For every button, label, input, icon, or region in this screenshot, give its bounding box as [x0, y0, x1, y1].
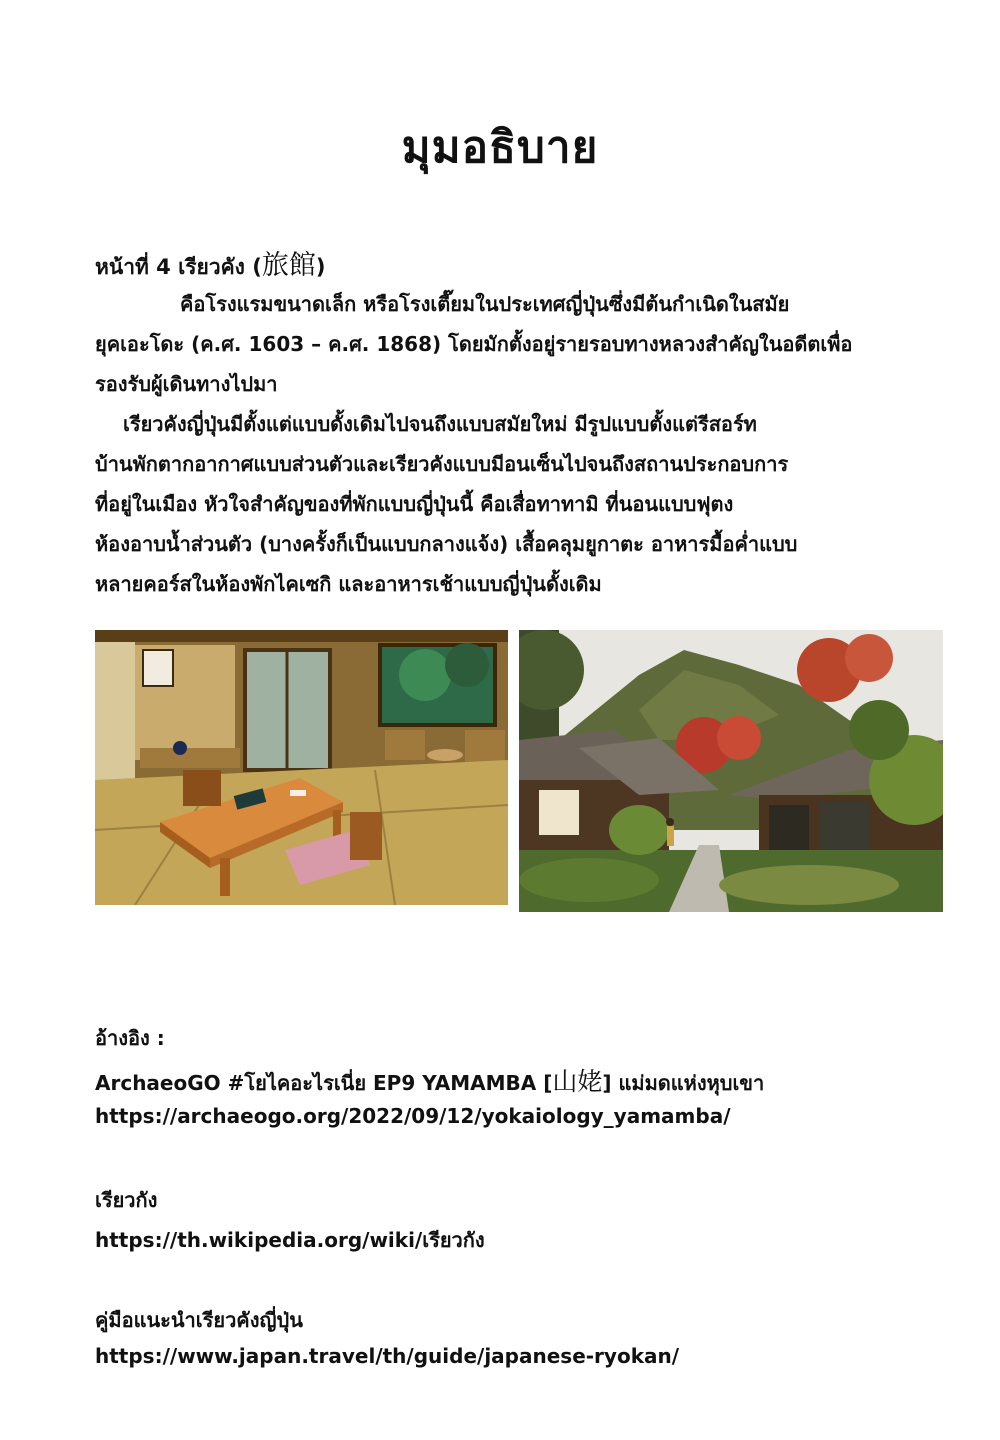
paragraph-line: รองรับผู้เดินทางไปมา [95, 372, 278, 396]
ryokan-exterior-photo [519, 630, 943, 912]
reference-link-archaeogo[interactable]: https://archaeogo.org/2022/09/12/yokaiology_yamamba/ [95, 1104, 731, 1128]
heading-prefix: หน้าที่ 4 เรียวคัง ( [95, 255, 262, 279]
description-paragraph [95, 284, 917, 604]
heading-suffix: ) [315, 255, 326, 279]
paragraph-line: ที่อยู่ในเมือง หัวใจสำคัญของที่พักแบบญี่ปุ่นนี้ คือเสื่อทาทามิ ที่นอนแบบฟุตง [95, 492, 734, 516]
page-title: มุมอธิบาย [401, 122, 599, 173]
heading-kanji: 旅館 [261, 250, 316, 281]
reference-link-wikipedia[interactable]: https://th.wikipedia.org/wiki/เรียวกัง [95, 1228, 485, 1252]
references-label: อ้างอิง : [95, 1026, 165, 1050]
paragraph-line: คือโรงแรมขนาดเล็ก หรือโรงเตี๊ยมในประเทศญี่ปุ่นซึ่งมีต้นกำเนิดในสมัย [180, 292, 790, 316]
paragraph-line: หลายคอร์สในห้องพักไคเซกิ และอาหารเช้าแบบญี่ปุ่นดั้งเดิม [95, 572, 602, 596]
paragraph-line: เรียวคังญี่ปุ่นมีตั้งแต่แบบดั้งเดิมไปจนถึงแบบสมัยใหม่ มีรูปแบบตั้งแต่รีสอร์ท [123, 412, 757, 436]
section-heading [95, 243, 325, 284]
reference-title-suffix: ] แม่มดแห่งหุบเขา [602, 1071, 765, 1095]
reference-title: ArchaeoGO #โยไคอะไรเนี่ย EP9 YAMAMBA [ [95, 1071, 553, 1095]
ryokan-interior-photo [95, 630, 508, 905]
reference-link-japan-travel[interactable]: https://www.japan.travel/th/guide/japanese-ryokan/ [95, 1344, 680, 1368]
reference-kanji: 山姥 [552, 1067, 603, 1096]
paragraph-line: ห้องอาบน้ำส่วนตัว (บางครั้งก็เป็นแบบกลางแจ้ง) เสื้อคลุมยูกาตะ อาหารมื้อค่ำแบบ [95, 532, 798, 556]
reference-title-wikipedia: เรียวกัง [95, 1188, 158, 1212]
reference-title-japan-travel: คู่มือแนะนำเรียวคังญี่ปุ่น [95, 1308, 303, 1332]
paragraph-line: ยุคเอะโดะ (ค.ศ. 1603 – ค.ศ. 1868) โดยมักตั้งอยู่รายรอบทางหลวงสำคัญในอดีตเพื่อ [95, 332, 853, 356]
reference-item-archaeogo [95, 1062, 764, 1099]
paragraph-line: บ้านพักตากอากาศแบบส่วนตัวและเรียวคังแบบมีอนเซ็นไปจนถึงสถานประกอบการ [95, 452, 789, 476]
